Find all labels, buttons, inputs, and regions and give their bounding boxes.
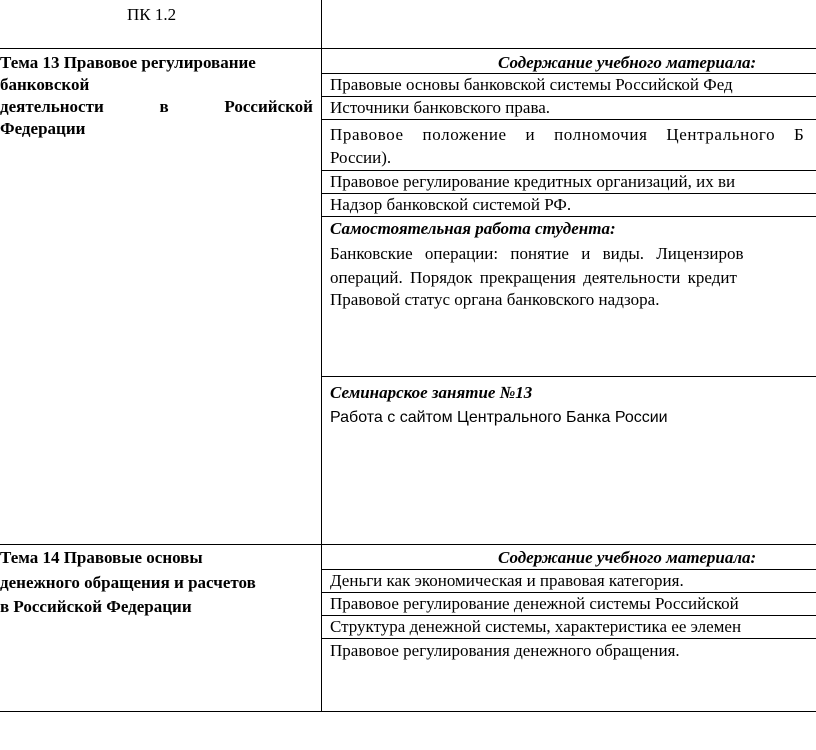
seminar-text: Работа с сайтом Центрального Банка России xyxy=(330,409,668,426)
row-divider-topic14 xyxy=(0,544,816,545)
topic13-title-line4: Федерации xyxy=(0,119,86,138)
table-bottom-border xyxy=(0,711,816,712)
topic13-content-item: Правовые основы банковской системы Российской Фед xyxy=(330,75,733,94)
topic14-title-line3: в Российской Федерации xyxy=(0,597,192,616)
topic13-title-word: Российской xyxy=(224,97,313,116)
self-study-line: Правовой статус органа банковского надзора. xyxy=(330,290,660,309)
topic13-content-item: России). xyxy=(330,148,392,167)
self-study-line: операций. Порядок прекращения деятельности кредит xyxy=(330,268,737,287)
topic13-content-heading: Содержание учебного материала: xyxy=(498,53,757,72)
topic14-title-line2: денежного обращения и расчетов xyxy=(0,573,256,592)
topic13-title-line2: банковской xyxy=(0,75,90,94)
topic13-title-line3 xyxy=(0,96,313,118)
topic14-content-item: Правовое регулирование денежной системы Российской xyxy=(330,594,739,613)
topic13-title-word: в xyxy=(159,97,169,116)
t13-divider-7 xyxy=(321,376,816,377)
t13-divider-3 xyxy=(321,119,816,120)
topic14-content-item: Структура денежной системы, характеристика ее элемен xyxy=(330,617,742,636)
topic13-title-line1: Тема 13 Правовое регулирование xyxy=(0,53,256,72)
self-study-heading: Самостоятельная работа студента: xyxy=(330,219,616,238)
row-divider-header xyxy=(0,48,816,49)
topic13-content-item: Источники банковского права. xyxy=(330,98,551,117)
t13-divider-6 xyxy=(321,216,816,217)
topic14-title-line1: Тема 14 Правовые основы xyxy=(0,548,203,567)
topic13-title-word: деятельности xyxy=(0,97,104,116)
t14-divider-4 xyxy=(321,638,816,639)
topic13-content-item: Правовое положение и полномочия Центрального Б xyxy=(330,125,805,144)
competence-code: ПК 1.2 xyxy=(127,5,177,24)
seminar-heading: Семинарское занятие №13 xyxy=(330,383,533,402)
topic14-content-item: Правовое регулирования денежного обращения. xyxy=(330,641,680,660)
topic13-content-item: Правовое регулирование кредитных организаций, их ви xyxy=(330,172,736,191)
topic14-content-item: Деньги как экономическая и правовая категория. xyxy=(330,571,684,590)
topic14-content-heading: Содержание учебного материала: xyxy=(498,548,757,567)
topic13-content-item: Надзор банковской системой РФ. xyxy=(330,195,572,214)
left-column-border xyxy=(321,0,322,712)
self-study-line: Банковские операции: понятие и виды. Лицензиров xyxy=(330,244,744,263)
